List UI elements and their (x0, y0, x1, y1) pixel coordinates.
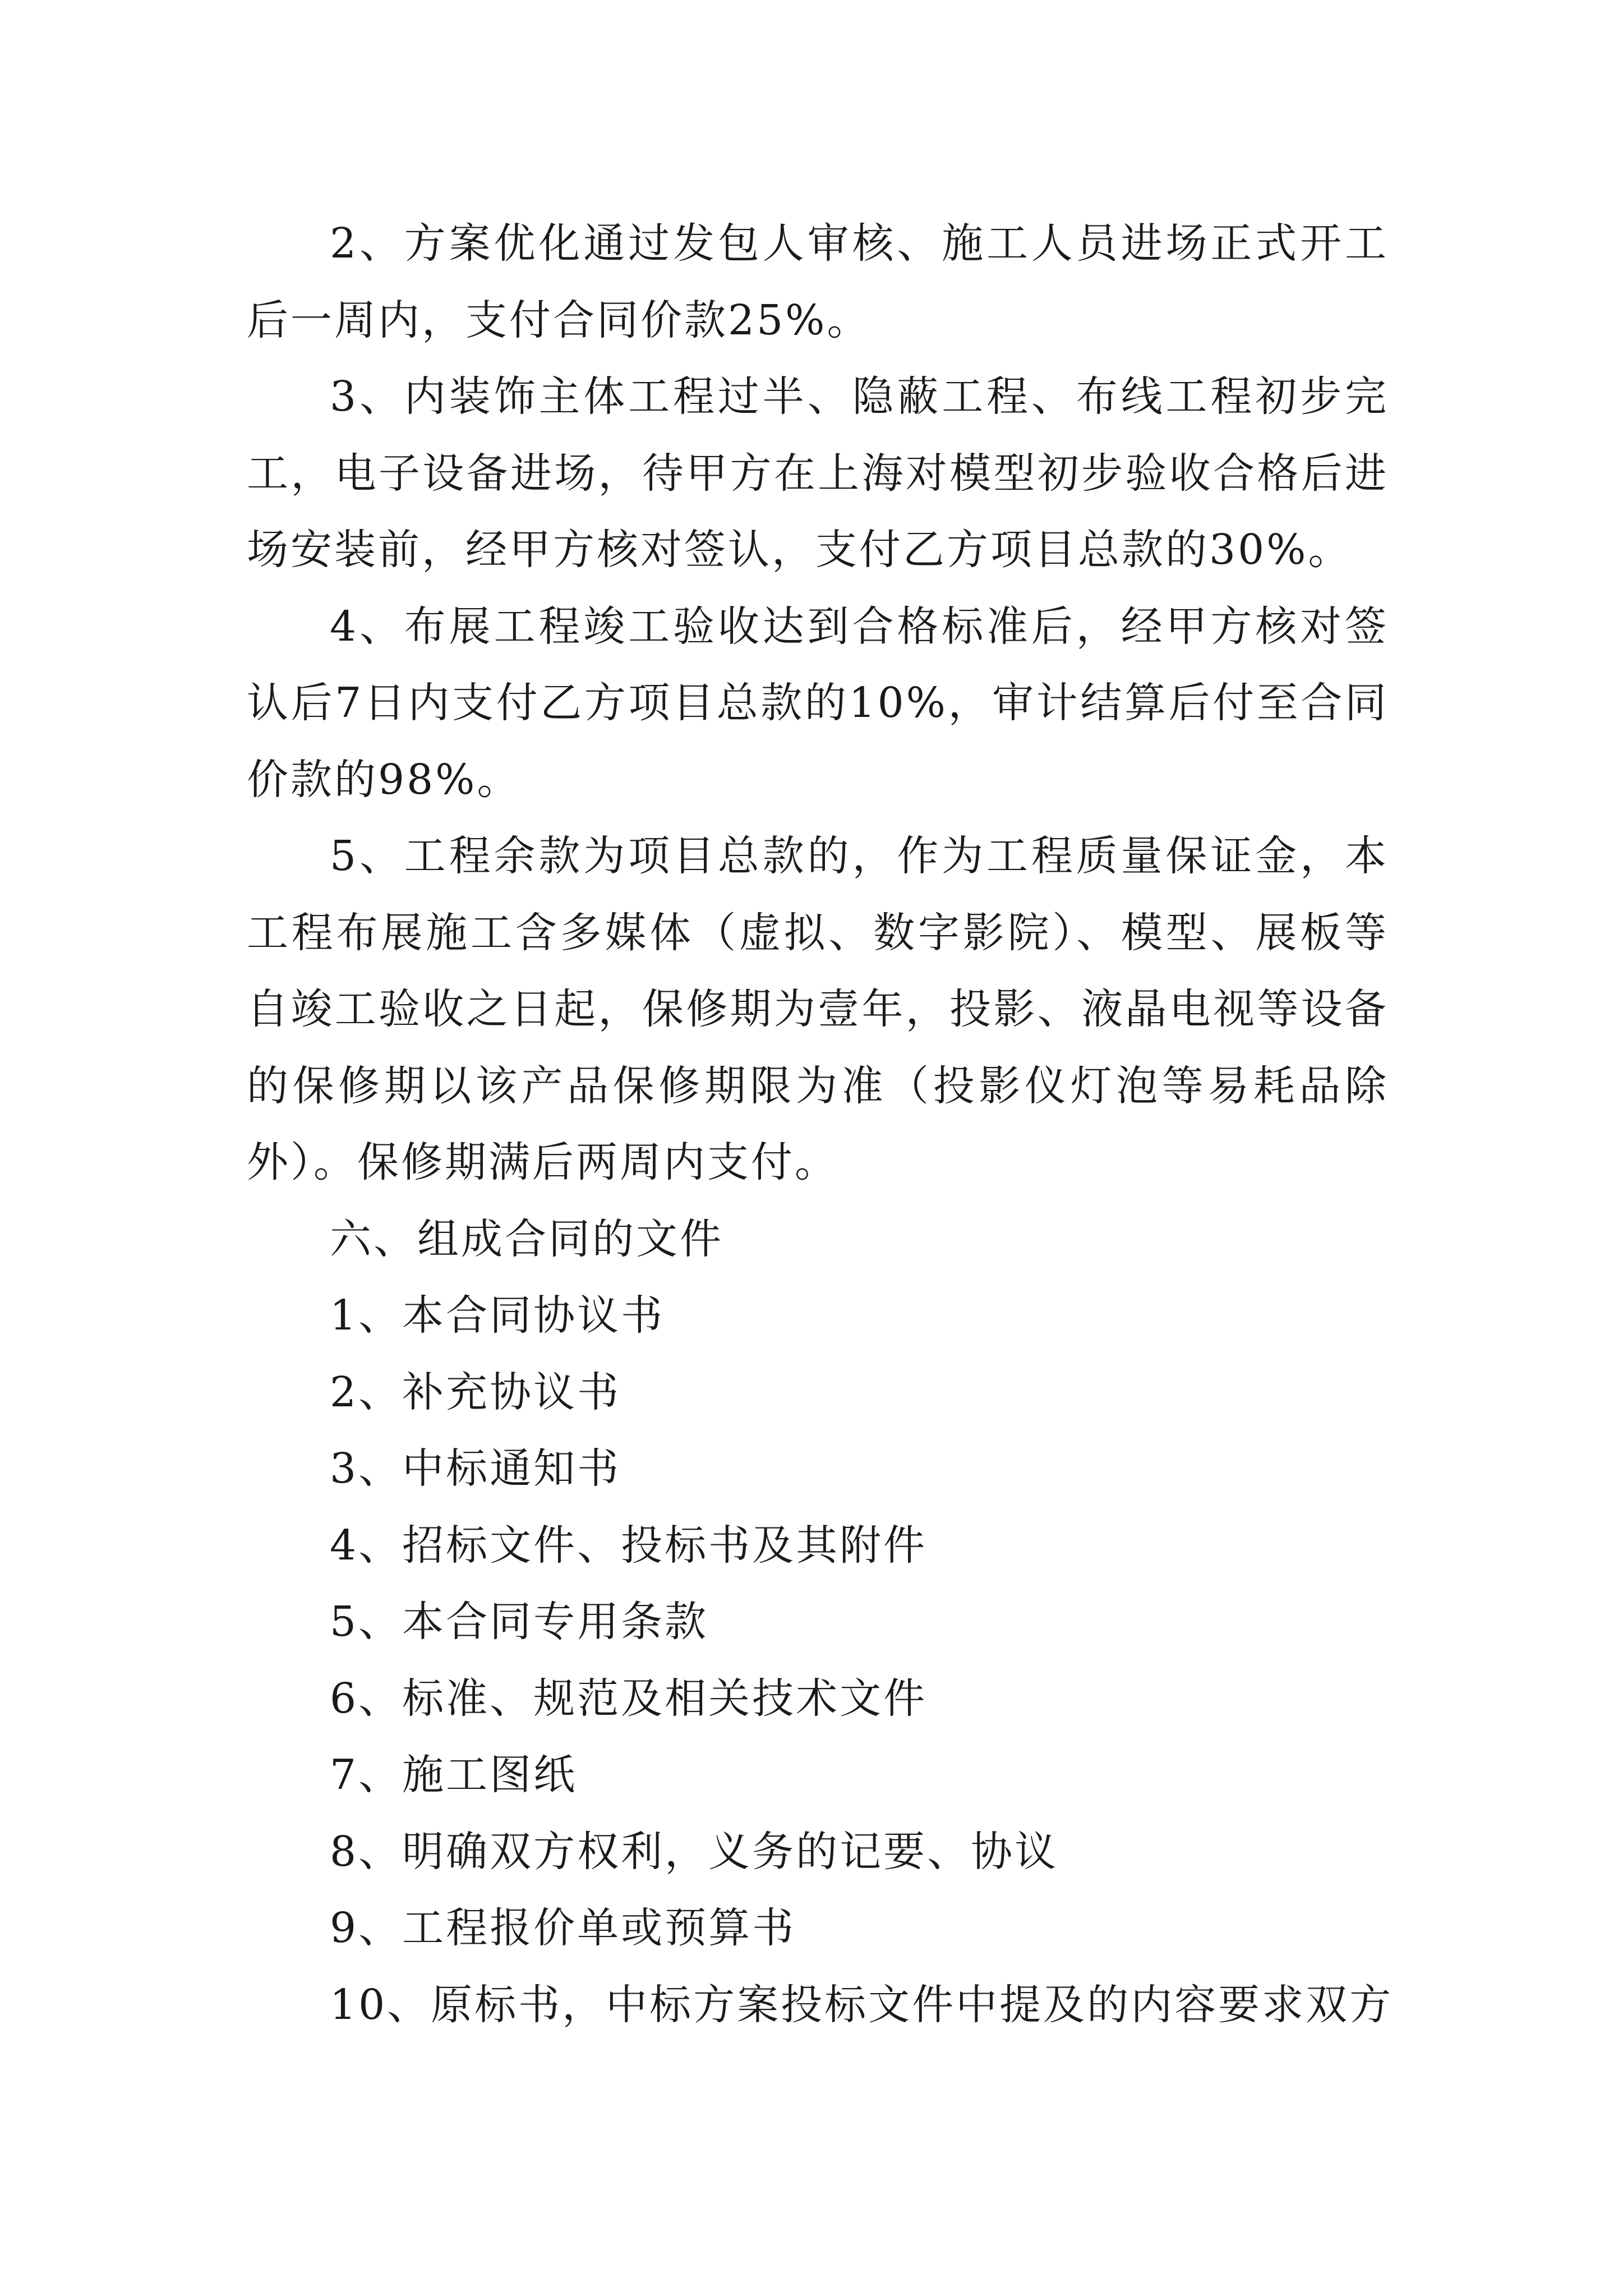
contract-document-item: 2、补充协议书 (330, 1368, 621, 1416)
contract-document-item: 5、本合同专用条款 (330, 1598, 709, 1646)
contract-document-item: 9、工程报价单或预算书 (330, 1904, 796, 1952)
contract-document-item: 8、明确双方权利，义务的记要、协议 (330, 1827, 1059, 1876)
contract-document-item: 6、标准、规范及相关技术文件 (330, 1674, 928, 1723)
contract-document-item: 3、中标通知书 (330, 1444, 621, 1493)
payment-clause-3: 3、内装饰主体工程过半、隐蔽工程、布线工程初步完工，电子设备进场，待甲方在上海对模型初步验收合格后进场安装前，经甲方核对签认，支付乙方项目总款的30%。 (247, 372, 1389, 574)
document-body (247, 205, 1394, 2043)
contract-document-item: 7、施工图纸 (330, 1751, 578, 1799)
payment-clause-4: 4、布展工程竣工验收达到合格标准后，经甲方核对签认后7日内支付乙方项目总款的10%，审计结算后付至合同价款的98%。 (247, 602, 1389, 804)
contract-document-item: 10、原标书，中标方案投标文件中提及的内容要求双方 (330, 1980, 1394, 2029)
contract-document-item: 4、招标文件、投标书及其附件 (330, 1521, 928, 1570)
payment-clause-5: 5、工程余款为项目总款的，作为工程质量保证金，本工程布展施工含多媒体（虚拟、数字影院）、模型、展板等自竣工验收之日起，保修期为壹年，投影、液晶电视等设备的保修期以该产品保修期限为准（投影仪灯泡等易耗品除外）。保修期满后两周内支付。 (247, 832, 1389, 1186)
contract-document-item: 1、本合同协议书 (330, 1291, 665, 1340)
section-heading: 六、组成合同的文件 (330, 1214, 723, 1263)
payment-clause-2: 2、方案优化通过发包人审核、施工人员进场正式开工后一周内，支付合同价款25%。 (247, 219, 1389, 344)
